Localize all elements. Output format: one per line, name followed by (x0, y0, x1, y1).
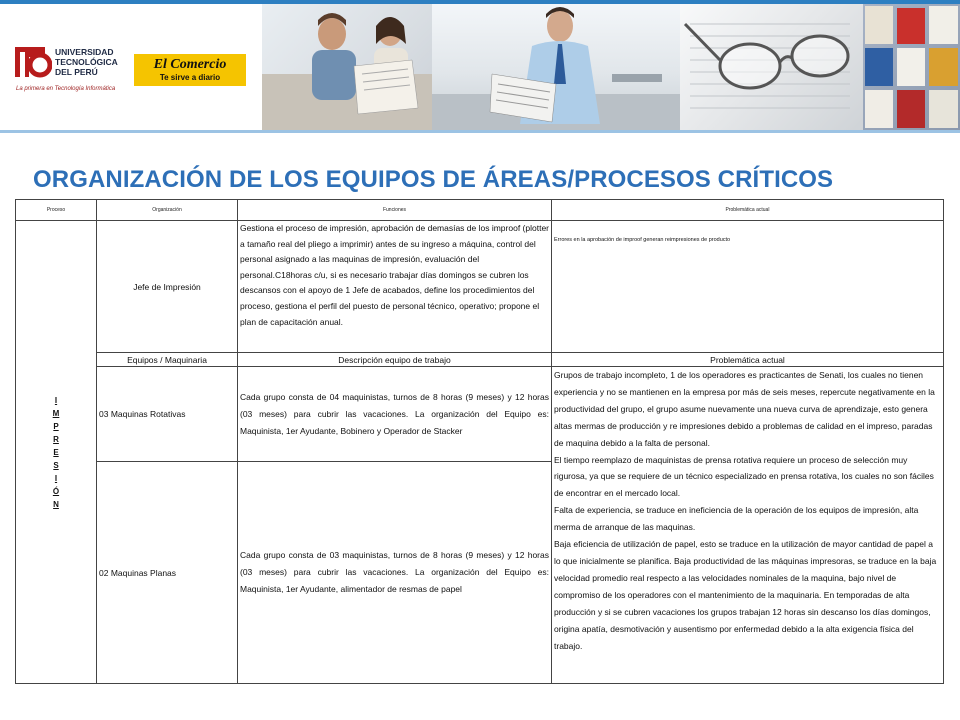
proceso-letter: I (54, 395, 58, 405)
partner-slogan: Te sirve a diario (159, 73, 221, 82)
equipo-nombre: 02 Maquinas Planas (97, 462, 238, 684)
problematica-paragraph: Grupos de trabajo incompleto, 1 de los operadores es practicantes de Senati, los cuales no tienen experiencia y no se mantienen en la empresa por más de seis meses, repercute negativamente en la productividad del grupo, el grupo asume nuevamente una nueva curva de aprendizaje, esto genera altas mermas de producción y re impresiones debido a problemas de calidad en el impreso, paradas de maquina debido a la falta de personal. (554, 370, 935, 448)
university-name (55, 47, 118, 77)
university-name-line-3: DEL PERÚ (55, 67, 98, 77)
subheader-problematica: Problemática actual (552, 353, 944, 367)
proceso-cell (16, 221, 97, 684)
jefe-problematica: Errores en la aprobación de improof generan reimpresiones de producto (552, 221, 944, 353)
equipos-problematica (552, 367, 944, 684)
subheader-descripcion: Descripción equipo de trabajo (238, 353, 552, 367)
partner-name: El Comercio (153, 57, 227, 72)
subheader-equipos: Equipos / Maquinaria (97, 353, 238, 367)
problematica-paragraph: Falta de experiencia, se traduce en ineficiencia de la operación de los equipos de impresión, alta merma de arranque de las maquinas. (554, 505, 919, 533)
header-proceso: Proceso (16, 200, 97, 221)
proceso-letter: Ó (52, 486, 60, 496)
sub-header-row (16, 353, 944, 367)
equipo-descripcion: Cada grupo consta de 04 maquinistas, turnos de 8 horas (9 meses) y 12 horas (03 meses) para cubrir las vacaciones. La organización del Equipo es: Maquinista, 1er Ayudante, Bobinero y Operador de Stacker (238, 367, 552, 462)
table-row (16, 367, 944, 462)
jefe-funciones: Gestiona el proceso de impresión, aprobación de demasías de los improof (plotter a tamaño real del pliego a imprimir) antes de su ingreso a máquina, control del personal asignado a las maquinas de impresión, evaluación del personal.C18horas c/u, si es necesario trabajar días domingos se cubren los descansos con el apoyo de 1 Jefe de acabados, define los procedimientos del proceso, gestiona el perfil del puesto de personal técnico, operativo; propone el plan de capacitación anual. (238, 221, 552, 353)
logo-area (0, 4, 262, 130)
proceso-letter: N (53, 499, 59, 509)
banner-bottom-line (0, 130, 960, 133)
jefe-row (16, 221, 944, 353)
proceso-letter: S (53, 460, 59, 470)
proceso-letter: I (54, 473, 58, 483)
equipo-descripcion: Cada grupo consta de 03 maquinistas, turnos de 8 horas (9 meses) y 12 horas (03 meses) para cubrir las vacaciones. La organización del Equipo es: Maquinista, 1er Ayudante, alimentador de resmas de papel (238, 462, 552, 684)
proceso-letter: E (53, 447, 59, 457)
equipo-nombre: 03 Maquinas Rotativas (97, 367, 238, 462)
utp-logo-icon (14, 44, 52, 84)
el-comercio-logo (134, 54, 246, 86)
jefe-organizacion: Jefe de Impresión (97, 221, 238, 353)
university-tagline: La primera en Tecnología Informática (16, 86, 116, 92)
header-funciones: Funciones (238, 200, 552, 221)
proceso-letter: R (53, 434, 59, 444)
newspaper-stand-photo (863, 4, 960, 130)
header-banner (0, 0, 960, 133)
man-reading-newspaper-photo (432, 4, 680, 130)
proceso-letter: P (53, 421, 59, 431)
family-reading-photo (262, 4, 432, 130)
header-organizacion: Organización (97, 200, 238, 221)
university-name-line-2: TECNOLÓGICA (55, 57, 118, 67)
organization-table (15, 199, 944, 684)
page-title: ORGANIZACIÓN DE LOS EQUIPOS DE ÁREAS/PROCESOS CRÍTICOS (33, 166, 834, 193)
header-problematica: Problemática actual (552, 200, 944, 221)
glasses-on-newspaper-photo (680, 4, 863, 130)
proceso-letter: M (52, 408, 60, 418)
problematica-paragraph: El tiempo reemplazo de maquinistas de prensa rotativa requiere un proceso de selección muy rigurosa, ya que se requiere de un técnico especializado en prensa rotativa, los cuales no son fáciles de encontrar en el mercado local. (554, 454, 934, 499)
problematica-paragraph: Baja eficiencia de utilización de papel, esto se traduce en la utilización de mayor cantidad de papel a lo que inicialmente se planifica. Baja productividad de las máquinas impresoras, se traduce en la baja velocidad promedio real respecto a las velocidades nominales de la maquina, bajo nivel de compromiso de los operadores con el mantenimiento de la maquinaria. En temporadas de alta producción y si se cubren vacaciones los grupos trabajan 12 horas sin descanso los días domingos, origina apatía, desmotivación y ausentismo por enfermedad debido a la alta exigencia física del trabajo. (554, 539, 937, 651)
university-name-line-1: UNIVERSIDAD (55, 47, 114, 57)
table-header-row (16, 200, 944, 221)
